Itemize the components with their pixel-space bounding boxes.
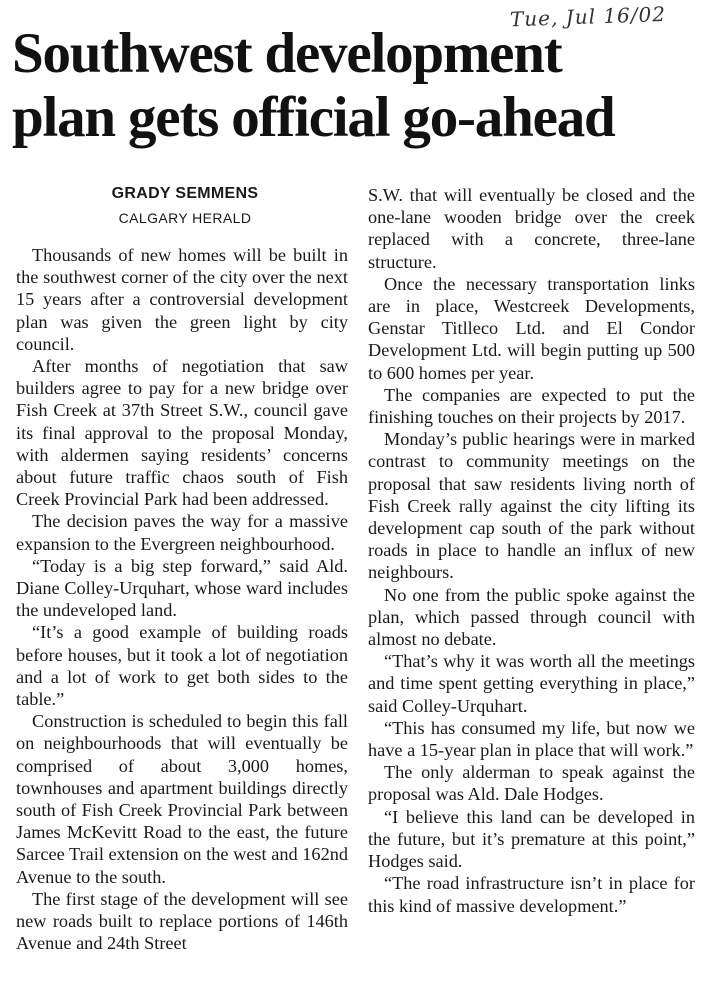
article-column-left <box>16 244 348 955</box>
article-column-right <box>368 184 695 917</box>
paragraph: The decision paves the way for a massive expansion to the Evergreen neighbourhood. <box>16 511 348 554</box>
headline-line-2: plan gets official go-ahead <box>12 86 615 149</box>
paragraph: Once the necessary transportation links are in place, Westcreek Developments, Genstar Titlleco Ltd. and El Condor Development Ltd. will begin putting up 500 to 600 homes per year. <box>368 273 695 383</box>
headline <box>12 22 702 150</box>
paragraph: “I believe this land can be developed in the future, but it’s premature at this point,” Hodges said. <box>368 806 695 872</box>
byline <box>20 182 350 230</box>
paragraph: Thousands of new homes will be built in the southwest corner of the city over the next 15 years after a controversial development plan was given the green light by city council. <box>16 245 348 354</box>
paragraph: “That’s why it was worth all the meetings and time spent getting everything in place,” said Colley-Urquhart. <box>368 651 695 716</box>
paragraph: Construction is scheduled to begin this fall on neighbourhoods that will eventually be comprised of about 3,000 homes, townhouses and apartment buildings directly south of Fish Creek Provincial Park between James McKevitt Road to the east, the future Sarcee Trail extension on the west and 162nd Avenue to the south. <box>16 711 348 887</box>
paragraph: The only alderman to speak against the proposal was Ald. Dale Hodges. <box>368 762 695 805</box>
paragraph: “The road infrastructure isn’t in place for this kind of massive development.” <box>368 873 695 916</box>
paragraph: “Today is a big step forward,” said Ald. Diane Colley-Urquhart, whose ward includes the undeveloped land. <box>16 555 348 621</box>
paragraph: The first stage of the development will see new roads built to replace portions of 146th Avenue and 24th Street <box>16 888 348 954</box>
paragraph: Monday’s public hearings were in marked contrast to community meetings on the proposal that saw residents living north of Fish Creek rally against the city lifting its development cap south of the park without roads in place to handle an influx of new neighbours. <box>368 429 695 583</box>
paragraph: “This has consumed my life, but now we have a 15-year plan in place that will work.” <box>368 717 695 761</box>
paragraph: No one from the public spoke against the plan, which passed through council with almost no debate. <box>368 584 695 650</box>
paragraph: “It’s a good example of building roads before houses, but it took a lot of negotiation and a lot of work to get both sides to the table.” <box>16 622 348 710</box>
paragraph: After months of negotiation that saw builders agree to pay for a new bridge over Fish Creek at 37th Street S.W., council gave its final approval to the proposal Monday, with aldermen saying residents’ concerns about future traffic chaos south of Fish Creek Provincial Park had been addressed. <box>16 356 348 510</box>
paragraph: The companies are expected to put the finishing touches on their projects by 2017. <box>368 384 695 428</box>
byline-author: GRADY SEMMENS <box>111 185 259 202</box>
handwritten-date-annotation: Tue, Jul 16/02 <box>509 1 667 32</box>
paragraph-continuation: S.W. that will eventually be closed and the one-lane wooden bridge over the creek replaced with a concrete, three-lane structure. <box>368 185 695 272</box>
byline-publication: CALGARY HERALD <box>118 210 252 226</box>
headline-line-1: Southwest development <box>12 22 562 85</box>
